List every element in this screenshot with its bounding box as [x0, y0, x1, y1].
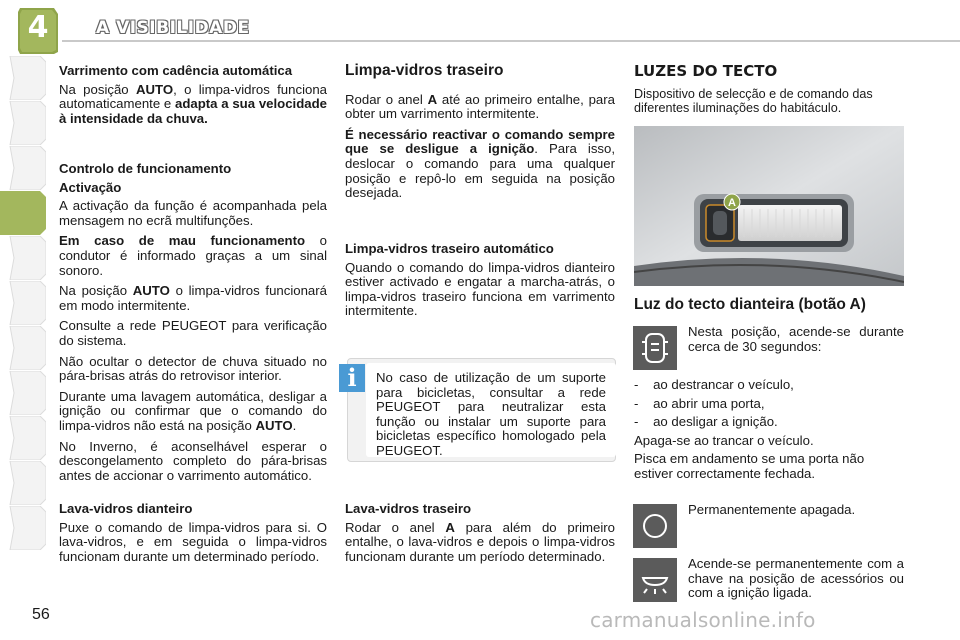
off-mode-desc: [688, 503, 904, 524]
sensor-warning-text: Não ocultar o detector de chuva situado no pára-brisas atrás do retrovisor interior.: [59, 353, 327, 384]
malfunction-text: Em caso de mau funcionamento o condutor é informado graças a um sinal sonoro.: [59, 233, 328, 278]
side-tab-8[interactable]: [0, 371, 46, 415]
side-tab-5[interactable]: [0, 236, 46, 280]
light-off-text: Apaga-se ao trancar o veículo.: [634, 432, 814, 448]
info-icon: i: [339, 364, 365, 392]
side-tab-9[interactable]: [0, 416, 46, 460]
list-item: - ao abrir uma porta,: [634, 395, 765, 411]
front-light-section: [634, 298, 904, 313]
auto-wipe-text: Na posição AUTO, o limpa-vidros funciona automaticamente e adapta a sua velocidade à intensidade da chuva.: [59, 81, 328, 126]
info-box: [347, 358, 616, 462]
column-1: [59, 64, 327, 132]
info-text: No caso de utilização de um suporte para bicicletas, consultar a rede PEUGEOT para neutralizar esta função ou instalar um suporte para bicicletas específico homologado pela PEUGEOT.: [366, 363, 616, 457]
column-3: [634, 64, 904, 121]
on-mode-desc: [688, 557, 904, 607]
column-2-auto: [345, 242, 615, 325]
door-mode-text: Nesta posição, acende-se durante cerca de 30 segundos:: [688, 324, 904, 354]
activation-text: A activação da função é acompanhada pela mensagem no ecrã multifunções.: [59, 198, 327, 228]
off-mode-icon: [633, 504, 677, 548]
photo-callout-a: A: [728, 197, 736, 209]
front-light-heading: Luz do tecto dianteira (botão A): [634, 296, 866, 313]
ceiling-lights-intro: Dispositivo de selecção e de comando das diferentes iluminações do habitáculo.: [634, 86, 873, 115]
column-1-washer: [59, 502, 327, 570]
consult-network-text: Consulte a rede PEUGEOT para verificação do sistema.: [59, 318, 327, 348]
page-number: 56: [32, 606, 50, 623]
ceiling-lights-heading: LUZES DO TECTO: [634, 62, 778, 80]
side-tab-3[interactable]: [0, 146, 46, 190]
side-tab-active[interactable]: [0, 191, 46, 235]
car-wash-text: Durante uma lavagem automática, desligar a ignição ou confirmar que o comando do limpa-vidros não está na posição AUTO.: [59, 388, 327, 433]
side-tab-2[interactable]: [0, 101, 46, 145]
door-mode-desc: [688, 325, 904, 360]
front-washer-heading: Lava-vidros dianteiro: [59, 501, 193, 516]
control-heading: Controlo de funcionamento: [59, 161, 232, 176]
rear-washer-heading: Lava-vidros traseiro: [345, 501, 472, 516]
rear-wiper-heading: Limpa-vidros traseiro: [345, 62, 504, 79]
list-item: - ao destrancar o veículo,: [634, 377, 794, 392]
door-mode-list: [634, 378, 904, 488]
rear-wiper-text-2: É necessário reactivar o comando sempre que se desligue a ignição. Para isso, deslocar o comando para uma qualquer posição e repô-lo em seguida na posição desejada.: [345, 126, 615, 201]
column-2: [345, 64, 615, 207]
watermark: carmanualsonline.info: [590, 608, 816, 632]
ceiling-light-photo: [634, 126, 904, 286]
activation-heading: Activação: [59, 179, 122, 195]
auto-rear-text: Quando o comando do limpa-vidros dianteiro estiver activado e engatar a marcha-atrás, o limpa-vidros traseiro funciona em varrimento intermitente.: [345, 259, 615, 319]
chapter-number: 4: [27, 10, 49, 45]
side-tab-7[interactable]: [0, 326, 46, 370]
rear-washer-text: Rodar o anel A para além do primeiro entalhe, o lava-vidros e depois o limpa-vidros funcionam durante um período determinado.: [345, 519, 615, 564]
header-rule: [62, 40, 960, 42]
chapter-title: A VISIBILIDADE: [96, 18, 250, 38]
auto-wipe-heading: Varrimento com cadência automática: [59, 63, 293, 78]
front-washer-text: Puxe o comando de limpa-vidros para si. O lava-vidros, e em seguida o limpa-vidros funcionam durante um determinado período.: [59, 519, 327, 564]
off-mode-text: Permanentemente apagada.: [688, 502, 856, 517]
side-tab-10[interactable]: [0, 461, 46, 505]
side-tab-11[interactable]: [0, 506, 46, 550]
door-mode-icon: [633, 326, 677, 370]
on-mode-text: Acende-se permanentemente com a chave na posição de acessórios ou com a ignição ligada.: [688, 556, 904, 601]
auto-rear-heading: Limpa-vidros traseiro automático: [345, 241, 554, 256]
list-item: - ao desligar a ignição.: [634, 414, 778, 430]
column-2-washer: [345, 502, 615, 570]
side-tab-6[interactable]: [0, 281, 46, 325]
auto-position-text: Na posição AUTO o limpa-vidros funcionará em modo intermitente.: [59, 283, 327, 313]
side-tab-1[interactable]: [0, 56, 46, 100]
column-1-control: [59, 162, 327, 489]
chapter-side-tabs: [0, 56, 46, 551]
rear-wiper-text-1: Rodar o anel A até ao primeiro entalhe, para obter um varrimento intermitente.: [345, 91, 615, 122]
winter-text: No Inverno, é aconselhável esperar o descongelamento completo do pára-brisas antes de accionar o varrimento automático.: [59, 438, 327, 483]
light-blink-text: Pisca em andamento se uma porta não estiver correctamente fechada.: [634, 451, 865, 481]
on-mode-icon: [633, 558, 677, 602]
